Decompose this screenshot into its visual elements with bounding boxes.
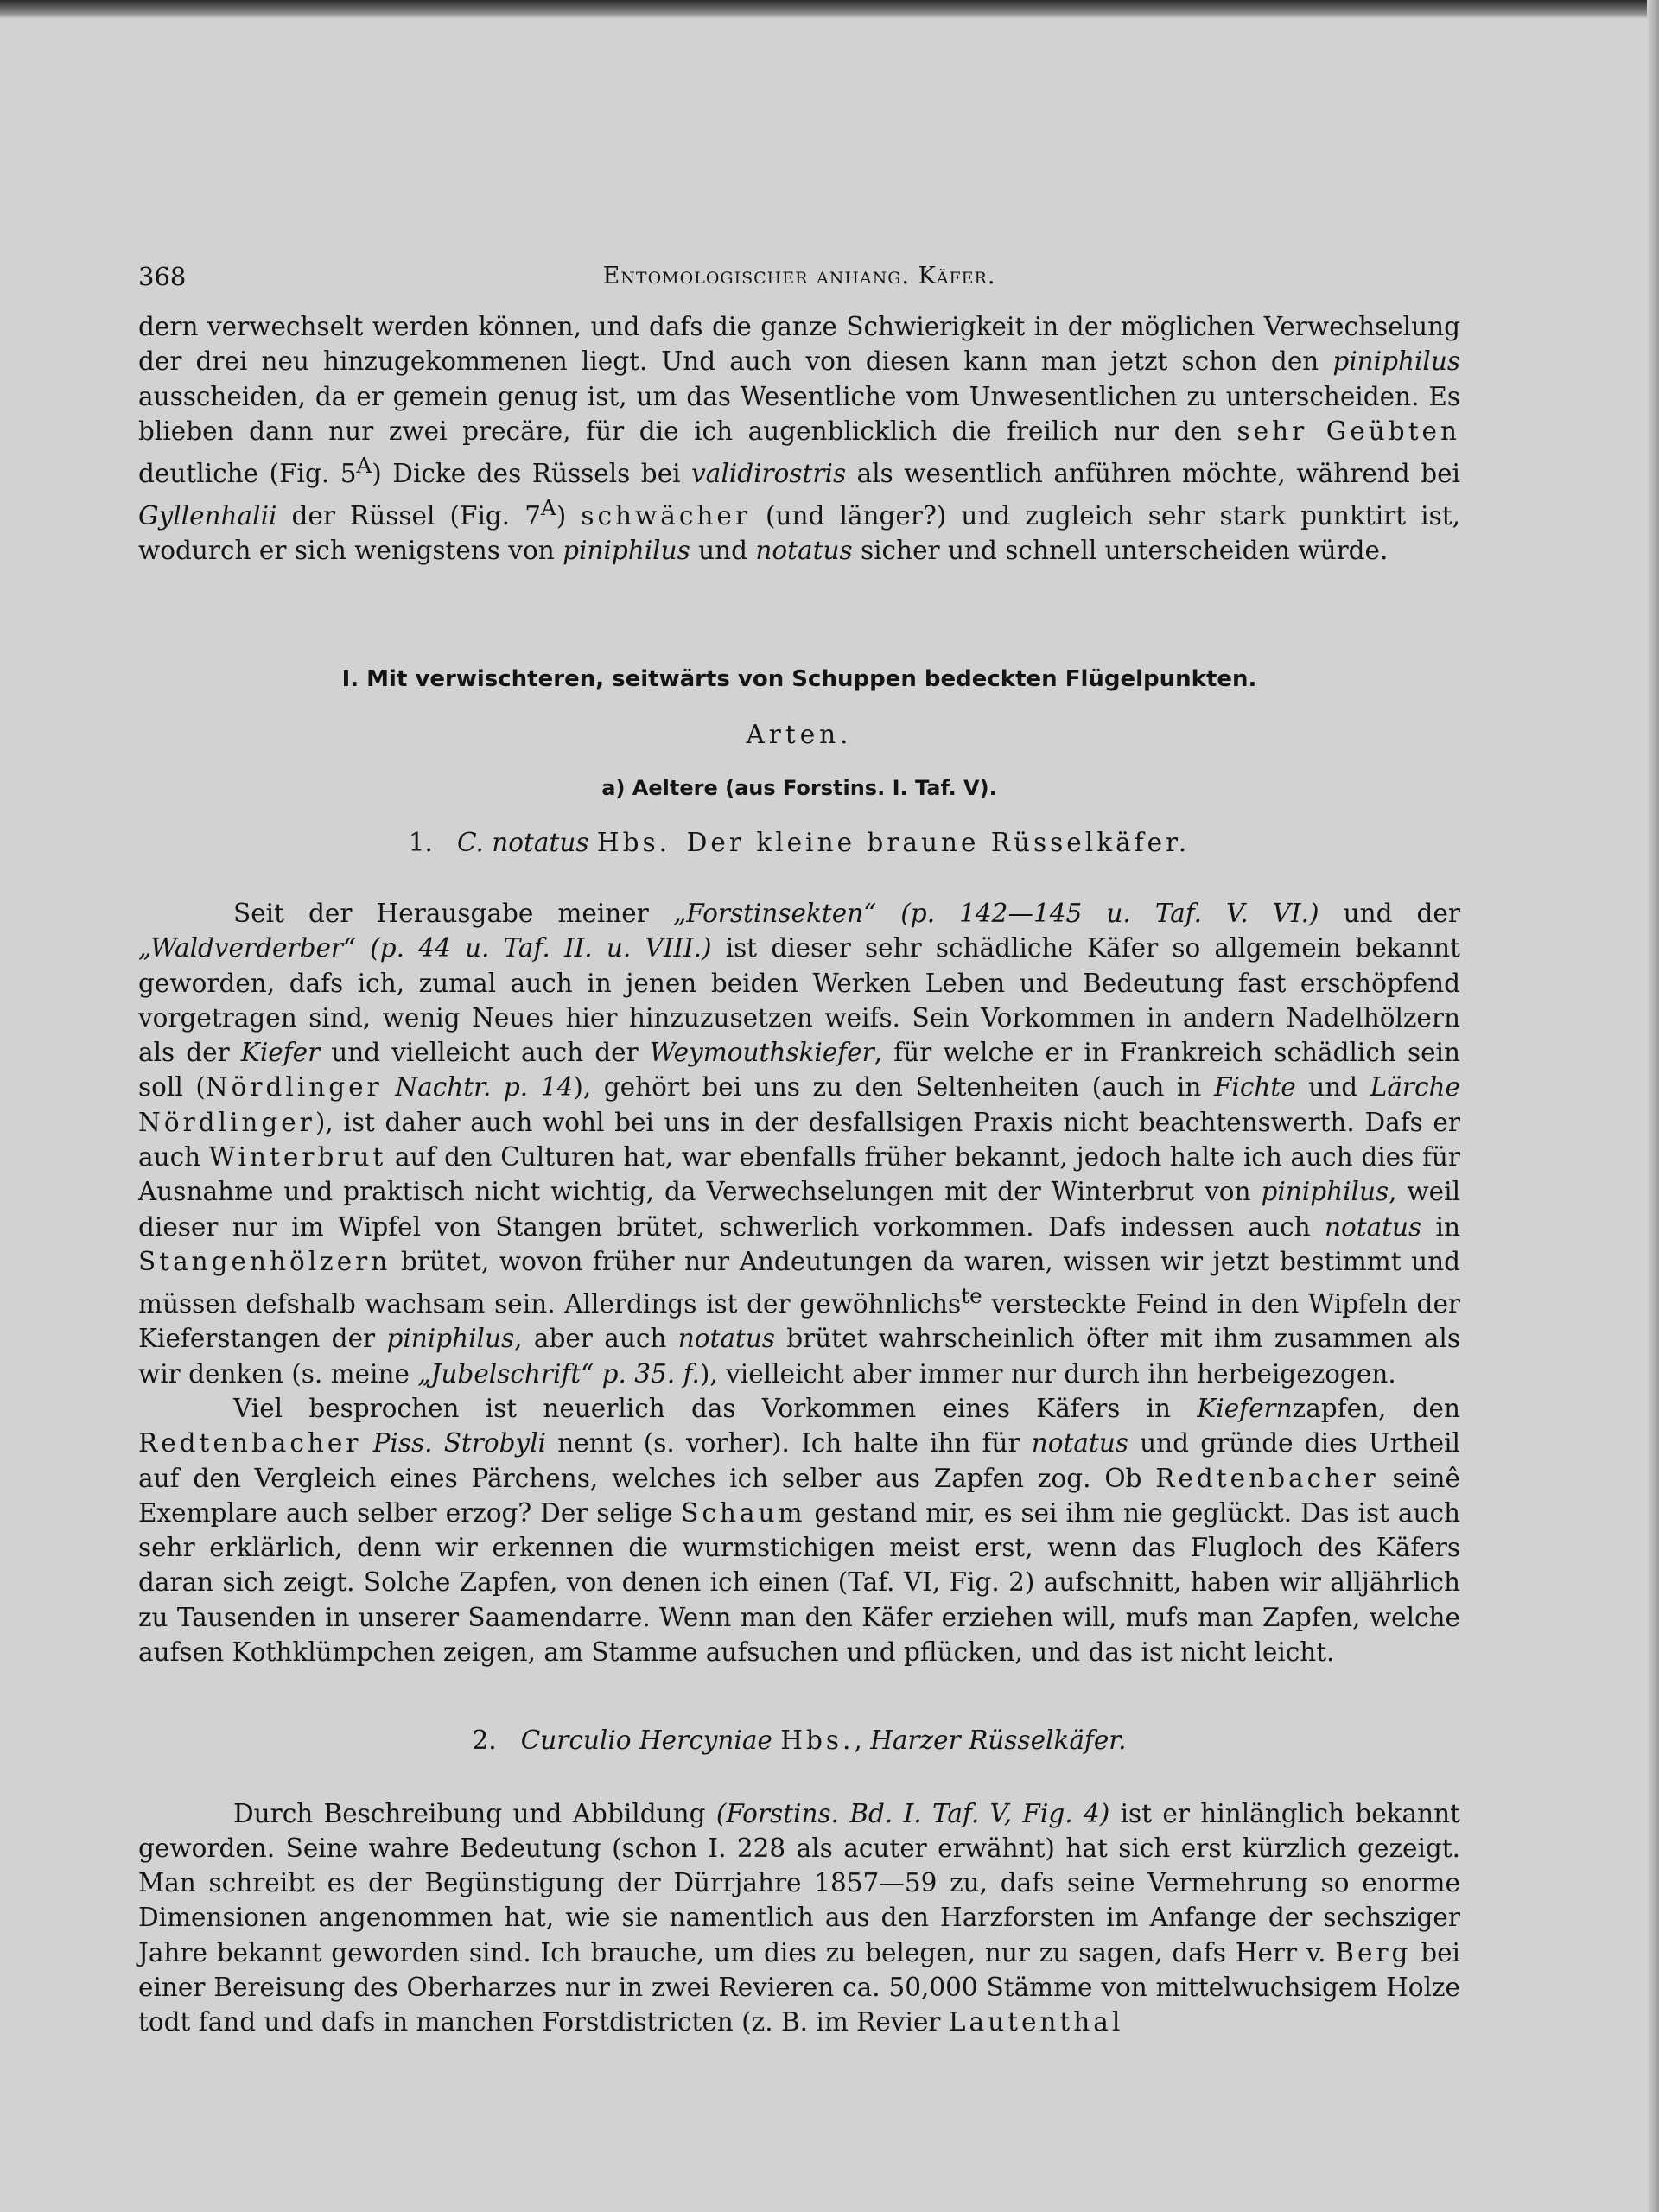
species-label: Arten. [746, 720, 853, 750]
page [138, 259, 1460, 2040]
hercyniae-paragraph: Durch Beschreibung und Abbildung (Forstins. Bd. I. Taf. V, Fig. 4) ist er hinlänglich bekannt geworden. Seine wahre Bedeutung (schon I. 228 als acuter erwähnt) hat sich erst kürzlich gezeigt. Man schreibt es der Begünstigung der Dürrjahre 1857—59 zu, dafs seine Vermehrung so enorme Dimensionen angenommen hat, wie sie namentlich aus den Harzforsten im Anfange der sechsziger Jahre bekannt geworden sind. Ich brauche, um dies zu belegen, nur zu sagen, dafs Herr v. Berg bei einer Bereisung des Oberharzes nur in zwei Revieren ca. 50,000 Stämme von mittelwuchsigem Holze todt fand und dafs in manchen Forstdistricten (z. B. im Revier Lautenthal [138, 1798, 1460, 2037]
notatus-paragraph-1: Seit der Herausgabe meiner „Forstinsekten“ (p. 142—145 u. Taf. V. VI.) und der „Waldverderber“ (p. 44 u. Taf. II. u. VIII.) ist dieser sehr schädliche Käfer so allgemein bekannt geworden, dafs ich, zumal auch in jenen beiden Werken Leben und Bedeutung fast erschöpfend vorgetragen sind, wenig Neues hier hinzuzusetzen weifs. Sein Vorkommen in andern Nadelhölzern als der Kiefer und vielleicht auch der Weymouthskiefer, für welche er in Frankreich schädlich sein soll (Nördlinger Nachtr. p. 14), gehört bei uns zu den Seltenheiten (auch in Fichte und Lärche Nördlinger), ist daher auch wohl bei uns in der desfallsigen Praxis nicht beachtenswerth. Dafs er auch Winterbrut auf den Culturen hat, war ebenfalls früher bekannt, jedoch halte ich auch dies für Ausnahme und praktisch nicht wichtig, da Verwechselungen mit der Winterbrut von piniphilus, weil dieser nur im Wipfel von Stangen brütet, schwerlich vorkommen. Dafs indessen auch notatus in Stangenhölzern brütet, wovon früher nur Andeutungen da waren, wissen wir jetzt bestimmt und müssen defshalb wachsam sein. Allerdings ist der gewöhnlichs$^{te}$ versteckte Feind in den Wipfeln der Kieferstangen der piniphilus, aber auch notatus brütet wahrscheinlich öfter mit ihm zusammen als wir denken (s. meine „Jubelschrift“ p. 35. f.), vielleicht aber immer nur durch ihn herbeigezogen. [138, 898, 1461, 1389]
group-heading: a) Aeltere (aus Forstins. I. Taf. V). [601, 776, 997, 801]
running-head-title: Entomologischer anhang. Käfer. [602, 263, 996, 289]
scan-top-edge [0, 0, 1659, 19]
section-heading: I. Mit verwischteren, seitwärts von Schuppen bedeckten Flügelpunkten. [341, 665, 1257, 692]
species-heading-notatus: 1. C. notatus Hbs. Der kleine braune Rüsselkäfer. [408, 827, 1191, 857]
scan-right-edge [1647, 0, 1659, 2212]
intro-paragraph: dern verwechselt werden können, und dafs die ganze Schwierigkeit in der möglichen Verwechselung der drei neu hinzugekommenen liegt. Und auch von diesen kann man jetzt schon den piniphilus ausscheiden, da er gemein genug ist, um das Wesentliche vom Unwesentlichen zu unterscheiden. Es blieben dann nur zwei precäre, für die ich augenblicklich die freilich nur den sehr Geübten deutliche (Fig. $5^A$) Dicke des Rüssels bei validirostris als wesentlich anführen möchte, während bei Gyllenhalii der Rüssel (Fig. $7^A$) schwächer (und länger?) und zugleich sehr stark punktirt ist, wodurch er sich wenigstens von piniphilus und notatus sicher und schnell unterscheiden würde. [138, 312, 1461, 566]
running-head [138, 259, 1460, 302]
notatus-paragraph-2: Viel besprochen ist neuerlich das Vorkommen eines Käfers in Kiefernzapfen, den Redtenbacher Piss. Strobyli nennt (s. vorher). Ich halte ihn für notatus und gründe dies Urtheil auf den Vergleich eines Pärchens, welches ich selber aus Zapfen zog. Ob Redtenbacher seinê Exemplare auch selber erzog? Der selige Schaum gestand mir, es sei ihm nie geglückt. Das ist auch sehr erklärlich, denn wir erkennen die wurmstichigen meist erst, wenn das Flugloch des Käfers daran sich zeigt. Solche Zapfen, von denen ich einen (Taf. VI, Fig. 2) aufschnitt, haben wir alljährlich zu Tausenden in unserer Saamendarre. Wenn man den Käfer erziehen will, mufs man Zapfen, welche aufsen Kothklümpchen zeigen, am Stamme aufsuchen und pflücken, und das ist nicht leicht. [138, 1393, 1461, 1667]
page-number: 368 [138, 262, 187, 291]
species-heading-hercyniae: 2. Curculio Hercyniae Hbs., Harzer Rüsselkäfer. [472, 1726, 1127, 1756]
